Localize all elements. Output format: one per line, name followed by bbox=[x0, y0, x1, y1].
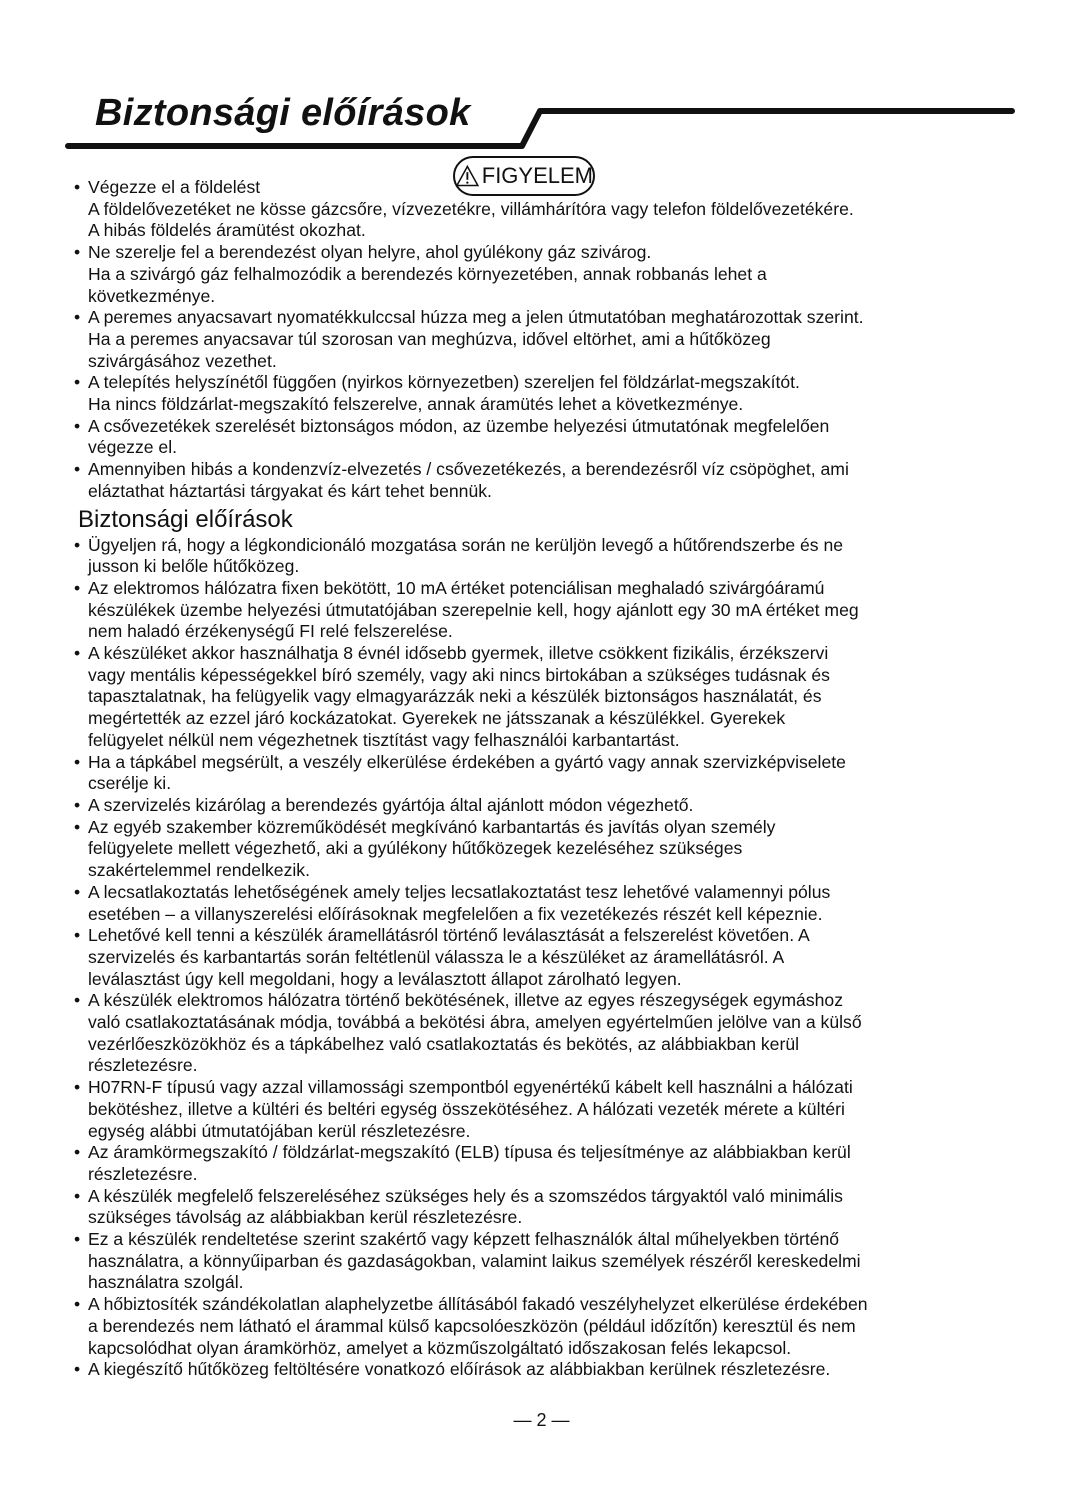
list-item-line: használatra szolgál. bbox=[88, 1272, 244, 1293]
bullet-icon: • bbox=[74, 1294, 81, 1315]
list-item-line: Ha a szivárgó gáz felhalmozódik a berendezés környezetében, annak robbanás lehet a bbox=[88, 263, 767, 284]
list-item-line: Ha nincs földzárlat-megszakító felszerelve, annak áramütés lehet a következménye. bbox=[88, 394, 744, 415]
list-item bbox=[74, 459, 1034, 502]
list-item-line: szakértelemmel rendelkezik. bbox=[88, 860, 310, 881]
list-item-line: eláztathat háztartási tárgyakat és kárt tehet bennük. bbox=[88, 480, 492, 501]
list-item-line: egység alábbi útmutatójában kerül részletezésre. bbox=[88, 1120, 471, 1141]
list-item bbox=[74, 535, 1034, 578]
list-item-line: cserélje ki. bbox=[88, 773, 172, 794]
list-item bbox=[74, 882, 1034, 925]
list-item-line: A kiegészítő hűtőközeg feltöltésére vonatkozó előírások az alábbiakban kerülnek részletezésre. bbox=[88, 1359, 831, 1380]
list-item-line: A telepítés helyszínétől függően (nyirkos környezetben) szereljen fel földzárlat-megszakítót. bbox=[88, 372, 800, 393]
bullet-icon: • bbox=[74, 816, 81, 837]
list-item bbox=[74, 1294, 1034, 1359]
list-item bbox=[74, 752, 1034, 795]
bullet-icon: • bbox=[74, 459, 81, 480]
list-item-line: használatra, a könnyűiparban és gazdaságokban, valamint laikus személyek részéről kereskedelmi bbox=[88, 1250, 861, 1271]
list-item-line: való csatlakoztatásának módja, továbbá a bekötési ábra, amelyen egyértelműen jelölve van a külső bbox=[88, 1012, 862, 1033]
bullet-icon: • bbox=[74, 415, 81, 436]
warning-label: FIGYELEM bbox=[481, 163, 593, 188]
list-item-line: A hőbiztosíték szándékolatlan alaphelyzetbe állításából fakadó veszélyhelyzet elkerülése érdekében bbox=[88, 1294, 868, 1315]
list-item-line: Amennyiben hibás a kondenzvíz-elvezetés / csővezetékezés, a berendezésről víz csöpöghet, ami bbox=[88, 459, 849, 480]
list-item-line: részletezésre. bbox=[88, 1163, 198, 1184]
list-item-line: felügyelete mellett végezhető, aki a gyúlékony hűtőközegek kezeléséhez szükséges bbox=[88, 838, 743, 859]
bullet-icon: • bbox=[74, 242, 81, 263]
list-item-line: H07RN-F típusú vagy azzal villamossági szempontból egyenértékű kábelt kell használni a hálózati bbox=[88, 1077, 853, 1098]
page-title: Biztonsági előírások bbox=[95, 92, 471, 134]
list-item bbox=[74, 372, 1034, 415]
header-line-graphic bbox=[0, 0, 1083, 160]
list-item bbox=[74, 1077, 1034, 1142]
list-item-line: végezze el. bbox=[88, 437, 177, 458]
list-item-line: szükséges távolság az alábbiakban kerül részletezésre. bbox=[88, 1207, 523, 1228]
list-item-line: A lecsatlakoztatás lehetőségének amely teljes lecsatlakoztatást tesz lehetővé valamennyi pólus bbox=[88, 881, 831, 902]
list-item bbox=[74, 643, 1034, 752]
list-item bbox=[74, 795, 1034, 817]
bullet-icon: • bbox=[74, 1229, 81, 1250]
bullet-icon: • bbox=[74, 751, 81, 772]
list-item-line: A csővezetékek szerelését biztonságos módon, az üzembe helyezési útmutatónak megfelelően bbox=[88, 415, 830, 436]
list-item bbox=[74, 817, 1034, 882]
bullet-icon: • bbox=[74, 1359, 81, 1380]
bullet-icon: • bbox=[74, 794, 81, 815]
bullet-icon: • bbox=[74, 1077, 81, 1098]
list-item bbox=[74, 578, 1034, 643]
list-item-line: Ez a készülék rendeltetése szerint szakértő vagy képzett felhasználók által műhelyekben történő bbox=[88, 1229, 840, 1250]
list-item bbox=[74, 1359, 1034, 1381]
list-item-line: a berendezés nem látható el árammal külső kapcsolóeszközön (például időzítőn) keresztül és nem bbox=[88, 1315, 856, 1336]
list-item-line: Az egyéb szakember közreműködését megkívánó karbantartás és javítás olyan személy bbox=[88, 816, 776, 837]
bullet-icon: • bbox=[74, 925, 81, 946]
bullet-icon: • bbox=[74, 372, 81, 393]
bullet-icon: • bbox=[74, 177, 81, 197]
list-item-line: A szervizelés kizárólag a berendezés gyártója által ajánlott módon végezhető. bbox=[88, 794, 694, 815]
list-item-line: következménye. bbox=[88, 285, 216, 306]
safety-list bbox=[74, 535, 1034, 1381]
list-item-line: megértették az ezzel járó kockázatokat. Gyerekek ne játsszanak a készülékkel. Gyerekek bbox=[88, 708, 786, 729]
list-item-line: Ha a tápkábel megsérült, a veszély elkerülése érdekében a gyártó vagy annak szervizképviselete bbox=[88, 751, 846, 772]
bullet-icon: • bbox=[74, 881, 81, 902]
list-item-line: szivárgásához vezethet. bbox=[88, 350, 277, 371]
bullet-icon: • bbox=[74, 1185, 81, 1206]
list-item bbox=[74, 1229, 1034, 1294]
list-item-line: A hibás földelés áramütést okozhat. bbox=[88, 220, 366, 241]
list-item-line: jusson ki belőle hűtőközeg. bbox=[88, 556, 300, 577]
list-item-line: A peremes anyacsavart nyomatékkulccsal húzza meg a jelen útmutatóban meghatározottak szerint. bbox=[88, 307, 864, 328]
page-number: — 2 — bbox=[513, 1410, 570, 1430]
section-heading: Biztonsági előírások bbox=[78, 505, 293, 533]
list-item-line: A készülék elektromos hálózatra történő bekötésének, illetve az egyes részegységek egymáshoz bbox=[88, 990, 843, 1011]
bullet-icon: • bbox=[74, 307, 81, 328]
list-item-line: Lehetővé kell tenni a készülék áramellátásról történő leválasztását a felszerelést követően. A bbox=[88, 925, 810, 946]
content bbox=[74, 177, 1034, 1381]
list-item bbox=[74, 1186, 1034, 1229]
list-item-line: Az elektromos hálózatra fixen bekötött, 10 mA értéket potenciálisan meghaladó szivárgóáramú bbox=[88, 577, 825, 598]
list-item-line: részletezésre. bbox=[88, 1055, 198, 1076]
list-item-line: esetében – a villanyszerelési előírásoknak megfelelően a fix vezetékezés részét kell képeznie. bbox=[88, 903, 823, 924]
bullet-icon: • bbox=[74, 643, 81, 664]
bullet-icon: • bbox=[74, 990, 81, 1011]
list-item-line: Ne szerelje fel a berendezést olyan helyre, ahol gyúlékony gáz szivárog. bbox=[88, 242, 652, 263]
list-item bbox=[74, 416, 1034, 459]
list-item-line: Végezze el a földelést bbox=[88, 177, 261, 197]
list-item bbox=[74, 925, 1034, 990]
list-item-line: Ügyeljen rá, hogy a légkondicionáló mozgatása során ne kerüljön levegő a hűtőrendszerbe és ne bbox=[88, 534, 844, 555]
list-item-line: bekötéshez, illetve a kültéri és beltéri egység összekötéséhez. A hálózati vezeték mérete a kültéri bbox=[88, 1098, 845, 1119]
list-item-line: kapcsolódhat olyan áramkörhöz, amelyet a közműszolgáltató időszakosan felés lekapcsol. bbox=[88, 1337, 792, 1358]
list-item-line: vagy mentális képességekkel bíró személy, vagy aki nincs birtokában a szükséges tudásnak és bbox=[88, 664, 830, 685]
list-item-line: Ha a peremes anyacsavar túl szorosan van meghúzva, idővel eltörhet, ami a hűtőközeg bbox=[88, 328, 771, 349]
list-item bbox=[74, 177, 1034, 242]
list-item-line: Az áramkörmegszakító / földzárlat-megszakító (ELB) típusa és teljesítménye az alábbiakban kerül bbox=[88, 1142, 851, 1163]
list-item-line: A készüléket akkor használhatja 8 évnél idősebb gyermek, illetve csökkent fizikális, érzékszervi bbox=[88, 643, 829, 664]
list-item-line: nem haladó érzékenységű FI relé felszerelése. bbox=[88, 621, 453, 642]
list-item bbox=[74, 242, 1034, 307]
list-item-line: A földelővezetéket ne kösse gázcsőre, vízvezetékre, villámhárítóra vagy telefon földelővezetékére. bbox=[88, 198, 854, 219]
list-item bbox=[74, 1142, 1034, 1185]
list-item-line: szervizelés és karbantartás során feltétlenül válassza le a készüléket az áramellátásról. A bbox=[88, 946, 785, 967]
list-item-line: készülékek üzembe helyezési útmutatójában szerepelnie kell, hogy ajánlott egy 30 mA értéket meg bbox=[88, 599, 859, 620]
list-item bbox=[74, 307, 1034, 372]
bullet-icon: • bbox=[74, 1142, 81, 1163]
list-item-line: leválasztást úgy kell megoldani, hogy a leválasztott állapot zárolható legyen. bbox=[88, 968, 682, 989]
list-item-line: vezérlőeszközökhöz és a tápkábelhez való csatlakoztatás és bekötés, az alábbiakban kerül bbox=[88, 1033, 800, 1054]
list-item-line: A készülék megfelelő felszereléséhez szükséges hely és a szomszédos tárgyaktól való minimális bbox=[88, 1185, 843, 1206]
bullet-icon: • bbox=[74, 577, 81, 598]
warning-list bbox=[74, 177, 1034, 503]
list-item bbox=[74, 990, 1034, 1077]
list-item-line: felügyelet nélkül nem végezhetnek tisztítást vagy felhasználói karbantartást. bbox=[88, 729, 680, 750]
list-item-line: tapasztalatnak, ha felügyelik vagy elmagyarázzák neki a készülék biztonságos használatát, és bbox=[88, 686, 822, 707]
bullet-icon: • bbox=[74, 534, 81, 555]
